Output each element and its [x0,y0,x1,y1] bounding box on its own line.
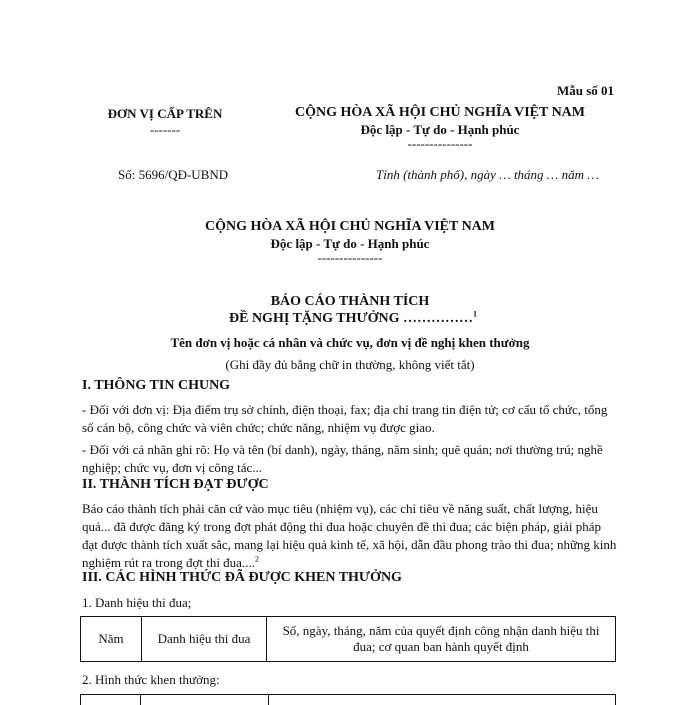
column-decision: Số, ngày, tháng, năm của quyết định công nhận danh hiệu thi đua; cơ quan ban hành quyết định [267,617,616,662]
document-number: Số: 5696/QĐ-UBND [118,167,229,182]
form-number: Mẫu số 01 [557,83,615,98]
org-above-title: ĐƠN VỊ CẤP TRÊN [107,106,223,121]
section-1-unit-info: - Đối với đơn vị: Địa điểm trụ sở chính, điện thoại, fax; địa chỉ trang tin điện tử; cơ cấu tổ chức, tổng số cán bộ, công chức và viên chức; chức năng, nhiệm vụ được giao. [82,402,608,435]
report-subject: Tên đơn vị hoặc cá nhân và chức vụ, đơn vị đề nghị khen thưởng [170,335,530,350]
section-2-heading: II. THÀNH TÍCH ĐẠT ĐƯỢC [82,477,269,492]
footnote-marker-2: 2 [254,554,259,564]
section-2-text: Báo cáo thành tích phải căn cứ vào mục tiêu (nhiệm vụ), các chỉ tiêu về năng suất, chất lượng, hiệu quả... đã được đăng ký trong đợt phát động thi đua hoặc chuyên đề thi đua; các biện pháp, giải pháp đạt được thành tích xuất sắc, mang lại hiệu quả kinh tế, xã hội, dẫn đầu phong trào thi đua; những kinh nghiệm rút ra trong đợt thi đua.... [82,501,617,570]
table-border [615,695,616,705]
nation-title: CỘNG HÒA XÃ HỘI CHỦ NGHĨA VIỆT NAM [204,219,495,234]
org-above-divider: ------- [149,122,181,137]
table-border [140,695,141,705]
table-border [268,695,269,705]
table-border [80,695,81,705]
motto-divider: --------------- [317,250,383,265]
report-subtitle [229,311,477,327]
column-title: Danh hiệu thi đua [142,617,267,662]
footnote-marker-1: 1 [473,309,477,319]
column-year: Năm [81,617,142,662]
header-motto: Độc lập - Tự do - Hạnh phúc [360,122,520,137]
section-1-person-info: - Đối với cá nhân ghi rõ: Họ và tên (bí danh), ngày, tháng, năm sinh; quê quán; nơi thường trú; nghề nghiệp; chức vụ, đơn vị công tác... [82,442,603,475]
section-3-heading: III. CÁC HÌNH THỨC ĐÃ ĐƯỢC KHEN THƯỞNG [82,570,402,585]
motto: Độc lập - Tự do - Hạnh phúc [270,236,430,251]
table-header-row [81,617,616,662]
header-motto-divider: --------------- [407,136,473,151]
report-hint: (Ghi đầy đủ bằng chữ in thường, không viết tắt) [225,357,475,372]
report-title: BÁO CÁO THÀNH TÍCH [270,294,430,309]
section-2-achievements [82,500,620,572]
emulation-titles-table [80,616,616,662]
report-subtitle-text: ĐỀ NGHỊ TẶNG THƯỞNG …………… [229,311,473,326]
emulation-titles-label: 1. Danh hiệu thi đua; [82,595,192,610]
section-1-heading: I. THÔNG TIN CHUNG [82,378,231,393]
award-forms-label: 2. Hình thức khen thưởng: [82,672,220,687]
header-nation-title: CỘNG HÒA XÃ HỘI CHỦ NGHĨA VIỆT NAM [294,105,585,120]
place-date-line: Tỉnh (thành phố), ngày … tháng … năm … [376,167,599,182]
